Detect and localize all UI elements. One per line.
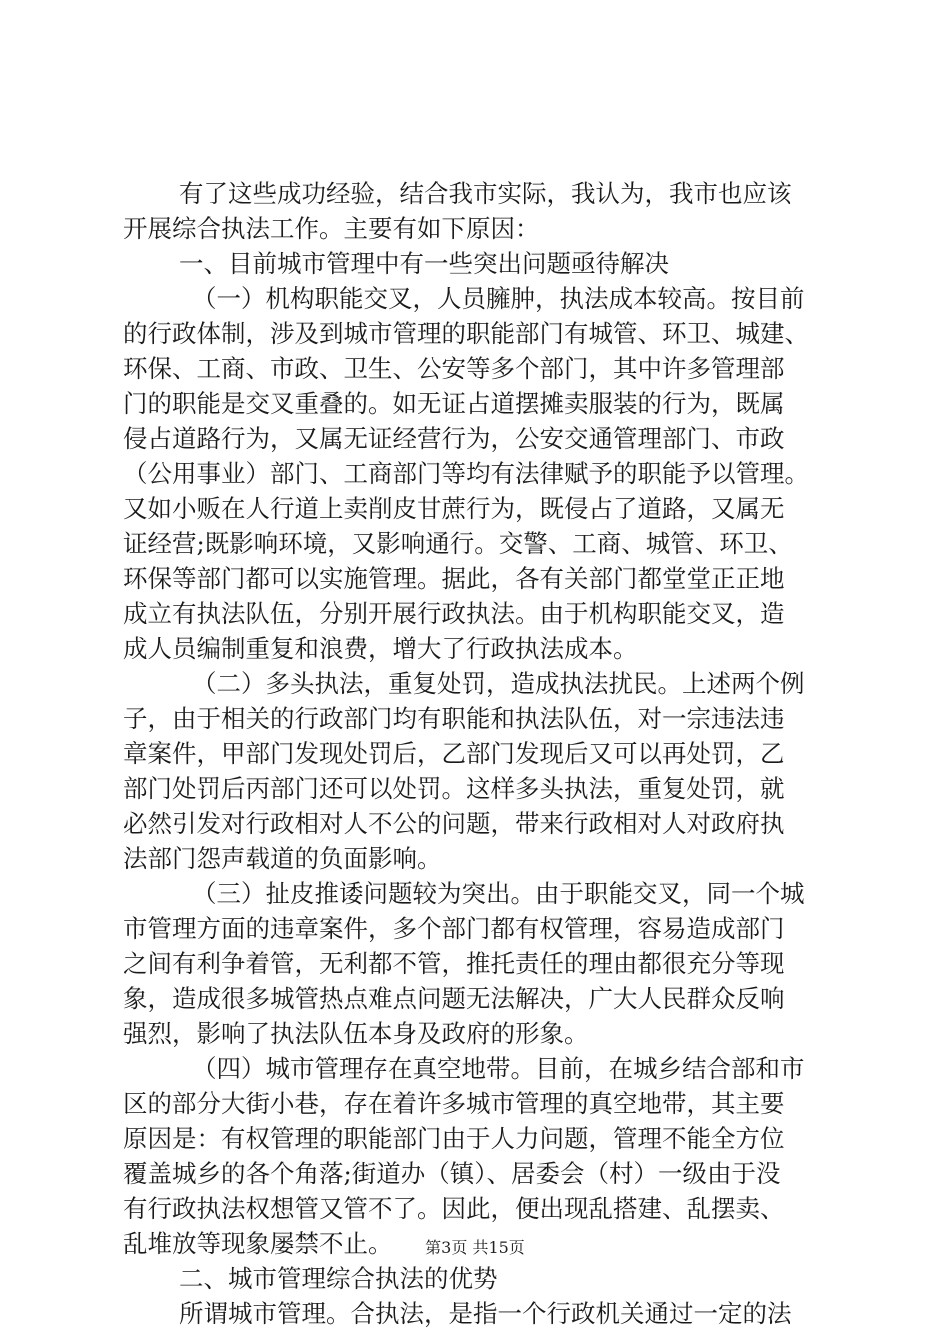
- text-line: 乱堆放等现象屡禁不止。: [123, 1229, 393, 1258]
- subsection-heading: （二）多头执法，重复处罚，造成执法扰民。上述两个例: [192, 669, 805, 698]
- subsection-heading: （三）扯皮推诿问题较为突出。由于职能交叉，同一个城: [192, 879, 805, 908]
- text-line: 又如小贩在人行道上卖削皮甘蔗行为，既侵占了道路，又属无: [123, 494, 785, 523]
- page-number-label: 第3页 共15页: [425, 1238, 525, 1257]
- subsection-heading: （一）机构职能交叉，人员臃肿，执法成本较高。按目前: [192, 284, 805, 313]
- text-line: 市管理方面的违章案件，多个部门都有权管理，容易造成部门: [123, 914, 785, 943]
- text-line: 成人员编制重复和浪费，增大了行政执法成本。: [123, 634, 638, 663]
- text-line: 侵占道路行为，又属无证经营行为，公安交通管理部门、市政: [123, 424, 785, 453]
- text-line: 的行政体制，涉及到城市管理的职能部门有城管、环卫、城建、: [123, 319, 809, 348]
- text-line: （公用事业）部门、工商部门等均有法律赋予的职能予以管理。: [123, 459, 809, 488]
- section-heading: 二、城市管理综合执法的优势: [179, 1264, 498, 1293]
- text-line: 原因是：有权管理的职能部门由于人力问题，管理不能全方位: [123, 1124, 785, 1153]
- text-line: 所谓城市管理。合执法，是指一个行政机关通过一定的法: [179, 1299, 792, 1328]
- text-line: 之间有利争着管，无利都不管，推托责任的理由都很充分等现: [123, 949, 785, 978]
- page-footer: [0, 1238, 950, 1258]
- text-line: 开展综合执法工作。主要有如下原因：: [123, 214, 540, 243]
- text-line: 子，由于相关的行政部门均有职能和执法队伍，对一宗违法违: [123, 704, 785, 733]
- text-line: 有了这些成功经验，结合我市实际，我认为，我市也应该: [179, 179, 792, 208]
- text-line: 证经营;既影响环境，又影响通行。交警、工商、城管、环卫、: [123, 529, 793, 558]
- text-line: 强烈，影响了执法队伍本身及政府的形象。: [123, 1019, 589, 1048]
- text-line: 象，造成很多城管热点难点问题无法解决，广大人民群众反响: [123, 984, 785, 1013]
- section-heading: 一、目前城市管理中有一些突出问题亟待解决: [179, 249, 669, 278]
- text-line: 覆盖城乡的各个角落;街道办（镇）、居委会（村）一级由于没: [123, 1159, 781, 1188]
- text-line: 环保等部门都可以实施管理。据此，各有关部门都堂堂正正地: [123, 564, 785, 593]
- text-line: 必然引发对行政相对人不公的问题，带来行政相对人对政府执: [123, 809, 785, 838]
- text-line: 成立有执法队伍，分别开展行政执法。由于机构职能交叉，造: [123, 599, 785, 628]
- text-line: 有行政执法权想管又管不了。因此，便出现乱搭建、乱摆卖、: [123, 1194, 785, 1223]
- text-line: 部门处罚后丙部门还可以处罚。这样多头执法，重复处罚，就: [123, 774, 785, 803]
- document-body: [123, 176, 835, 1331]
- text-line: 区的部分大街小巷，存在着许多城市管理的真空地带，其主要: [123, 1089, 785, 1118]
- text-line: 环保、工商、市政、卫生、公安等多个部门，其中许多管理部: [123, 354, 785, 383]
- text-line: 法部门怨声载道的负面影响。: [123, 844, 442, 873]
- text-line: 章案件，甲部门发现处罚后，乙部门发现后又可以再处罚，乙: [123, 739, 785, 768]
- subsection-heading: （四）城市管理存在真空地带。目前，在城乡结合部和市: [192, 1054, 805, 1083]
- text-line: 门的职能是交叉重叠的。如无证占道摆摊卖服装的行为，既属: [123, 389, 785, 418]
